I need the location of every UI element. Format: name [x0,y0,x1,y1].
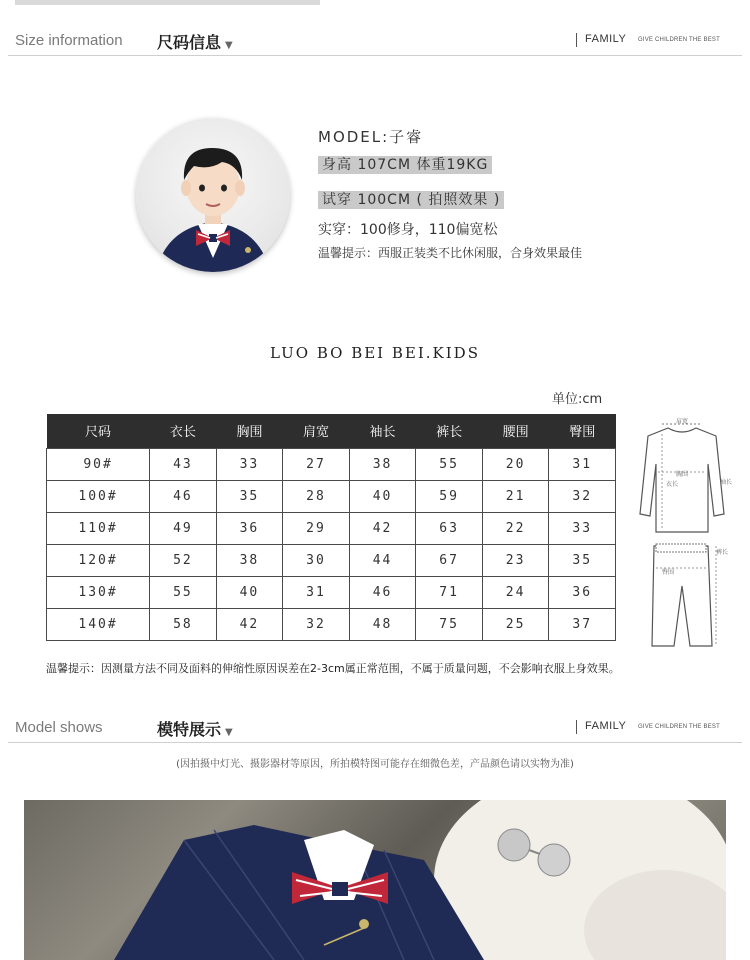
table-row [47,448,616,480]
table-cell: 120# [47,544,150,576]
header-hip: 臀围 [549,414,616,448]
diagram-label-hip: 臀围 [661,569,675,576]
header-underline [8,742,742,743]
chevron-down-icon: ▼ [225,727,233,738]
table-cell: 37 [549,608,616,640]
table-cell: 49 [150,512,217,544]
table-cell: 25 [482,608,549,640]
brand-name: LUO BO BEI BEI.KIDS [270,344,480,362]
size-table [46,414,616,641]
photo-color-note: (因拍摄中灯光、摄影器材等原因，所拍模特图可能存在细微色差，产品颜色请以实物为准) [176,759,574,770]
diagram-label-pants-length: 裤长 [715,549,729,556]
header-pants-length: 裤长 [416,414,483,448]
table-cell: 31 [283,576,350,608]
family-label: FAMILY [585,33,627,45]
table-cell: 52 [150,544,217,576]
table-row [47,608,616,640]
model-shows-title-en: Model shows [15,719,103,736]
table-cell: 38 [216,544,283,576]
table-cell: 22 [482,512,549,544]
table-cell: 33 [216,448,283,480]
table-cell: 110# [47,512,150,544]
model-tried-size [318,189,504,209]
header-separator [576,33,577,47]
header-shoulder: 肩宽 [283,414,350,448]
table-cell: 23 [482,544,549,576]
diagram-label-chest: 胸围 [675,471,689,478]
model-shows-title-cn-text: 模特展示 [157,720,222,739]
top-divider-strip [15,0,320,5]
header-chest: 胸围 [216,414,283,448]
table-cell: 46 [150,480,217,512]
product-photo [24,800,726,960]
table-cell: 21 [482,480,549,512]
size-table-header-row [47,414,616,448]
unit-label: 单位:cm [552,392,603,407]
table-cell: 90# [47,448,150,480]
table-cell: 42 [349,512,416,544]
header-underline [8,55,742,56]
table-cell: 59 [416,480,483,512]
table-cell: 75 [416,608,483,640]
model-tip: 温馨提示：西服正装类不比休闲服，合身效果最佳 [318,246,583,260]
table-cell: 130# [47,576,150,608]
suit-photo-icon [24,800,726,960]
table-cell: 35 [216,480,283,512]
table-cell: 32 [549,480,616,512]
chevron-down-icon: ▼ [225,40,233,51]
table-row [47,576,616,608]
table-cell: 33 [549,512,616,544]
table-cell: 71 [416,576,483,608]
garment-measure-icon [632,414,732,654]
table-cell: 58 [150,608,217,640]
model-stats-text: 身高 107CM 体重19KG [318,156,492,174]
table-cell: 100# [47,480,150,512]
table-cell: 36 [216,512,283,544]
table-cell: 28 [283,480,350,512]
table-cell: 29 [283,512,350,544]
table-row [47,544,616,576]
model-tried-text: 试穿 100CM ( 拍照效果 ) [318,191,504,209]
header-length: 衣长 [150,414,217,448]
diagram-label-sleeve: 袖长 [719,479,732,486]
table-cell: 43 [150,448,217,480]
boy-portrait-icon [136,118,290,272]
family-label: FAMILY [585,720,627,732]
size-info-header [0,26,750,56]
table-cell: 40 [216,576,283,608]
header-separator [576,720,577,734]
model-shows-header [0,713,750,743]
table-cell: 36 [549,576,616,608]
diagram-label-shoulder: 肩宽 [675,418,689,425]
table-row [47,512,616,544]
table-cell: 46 [349,576,416,608]
table-row [47,480,616,512]
table-cell: 42 [216,608,283,640]
garment-diagram [632,414,732,654]
table-cell: 44 [349,544,416,576]
table-cell: 24 [482,576,549,608]
table-cell: 40 [349,480,416,512]
family-subtitle: GIVE CHILDREN THE BEST [638,37,720,43]
table-cell: 20 [482,448,549,480]
table-cell: 30 [283,544,350,576]
model-actual-fit: 实穿：100修身，110偏宽松 [318,222,498,238]
model-shows-title-cn [157,717,233,740]
diagram-label-length: 衣长 [665,481,679,488]
table-cell: 140# [47,608,150,640]
measurement-note: 温馨提示：因测量方法不同及面料的伸缩性原因误差在2-3cm属正常范围，不属于质量问题，不会影响衣服上身效果。 [46,662,620,675]
header-sleeve: 袖长 [349,414,416,448]
table-cell: 55 [416,448,483,480]
size-info-title-cn [157,30,233,53]
table-cell: 27 [283,448,350,480]
table-cell: 67 [416,544,483,576]
model-avatar [136,118,290,272]
table-cell: 35 [549,544,616,576]
table-cell: 63 [416,512,483,544]
header-waist: 腰围 [482,414,549,448]
model-name: MODEL:子睿 [318,128,424,146]
table-cell: 38 [349,448,416,480]
size-info-title-en: Size information [15,32,123,49]
table-cell: 31 [549,448,616,480]
header-size: 尺码 [47,414,150,448]
family-subtitle: GIVE CHILDREN THE BEST [638,724,720,730]
size-info-title-cn-text: 尺码信息 [157,33,222,52]
table-cell: 55 [150,576,217,608]
table-cell: 48 [349,608,416,640]
table-cell: 32 [283,608,350,640]
model-stats [318,154,492,174]
